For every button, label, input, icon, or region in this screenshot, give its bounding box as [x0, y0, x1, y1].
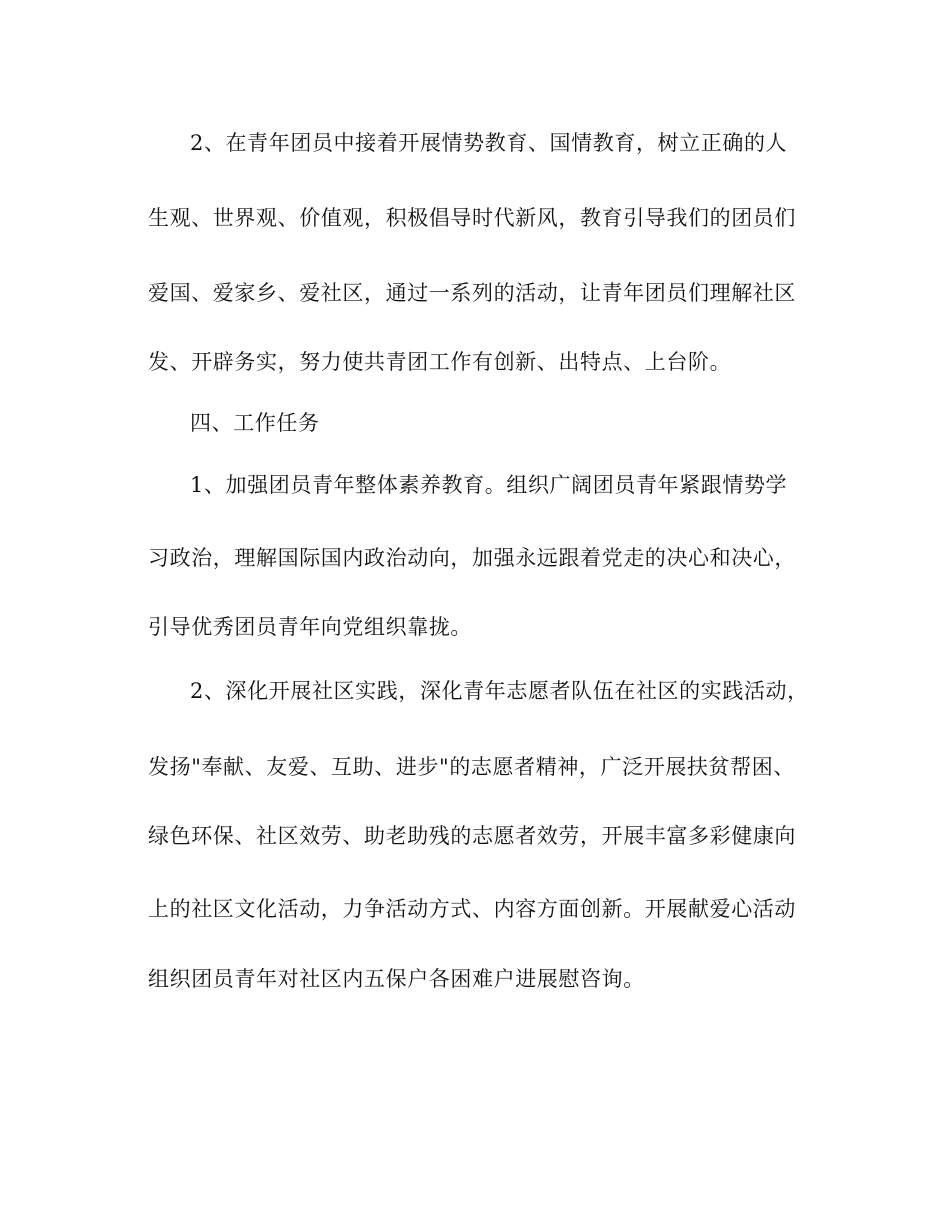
paragraph-line: 2、深化开展社区实践，深化青年志愿者队伍在社区的实践活动， — [190, 679, 809, 703]
paragraph-line: 上的社区文化活动，力争活动方式、内容方面创新。开展献爱心活动 — [148, 897, 796, 921]
paragraph-line: 引导优秀团员青年向党组织靠拢。 — [148, 615, 472, 639]
paragraph-line: 2、在青年团员中接着开展情势教育、国情教育，树立正确的人 — [190, 131, 788, 155]
paragraph-line: 爱国、爱家乡、爱社区，通过一系列的活动，让青年团员们理解社区 — [148, 281, 796, 305]
paragraph-line: 绿色环保、社区效劳、助老助残的志愿者效劳，开展丰富多彩健康向 — [148, 824, 796, 848]
paragraph-line: 组织团员青年对社区内五保户各困难户进展慰咨询。 — [148, 967, 645, 991]
paragraph-line: 1、加强团员青年整体素养教育。组织广阔团员青年紧跟情势学 — [190, 473, 788, 497]
paragraph-line: 发扬"奉献、友爱、互助、进步"的志愿者精神，广泛开展扶贫帮困、 — [148, 755, 795, 779]
paragraph-line: 习政治，理解国际国内政治动向，加强永远跟着党走的决心和决心， — [148, 546, 796, 570]
paragraph-line: 生观、世界观、价值观，积极倡导时代新风，教育引导我们的团员们 — [148, 206, 796, 230]
section-heading: 四、工作任务 — [190, 411, 320, 435]
paragraph-line: 发、开辟务实，努力使共青团工作有创新、出特点、上台阶。 — [148, 350, 732, 374]
